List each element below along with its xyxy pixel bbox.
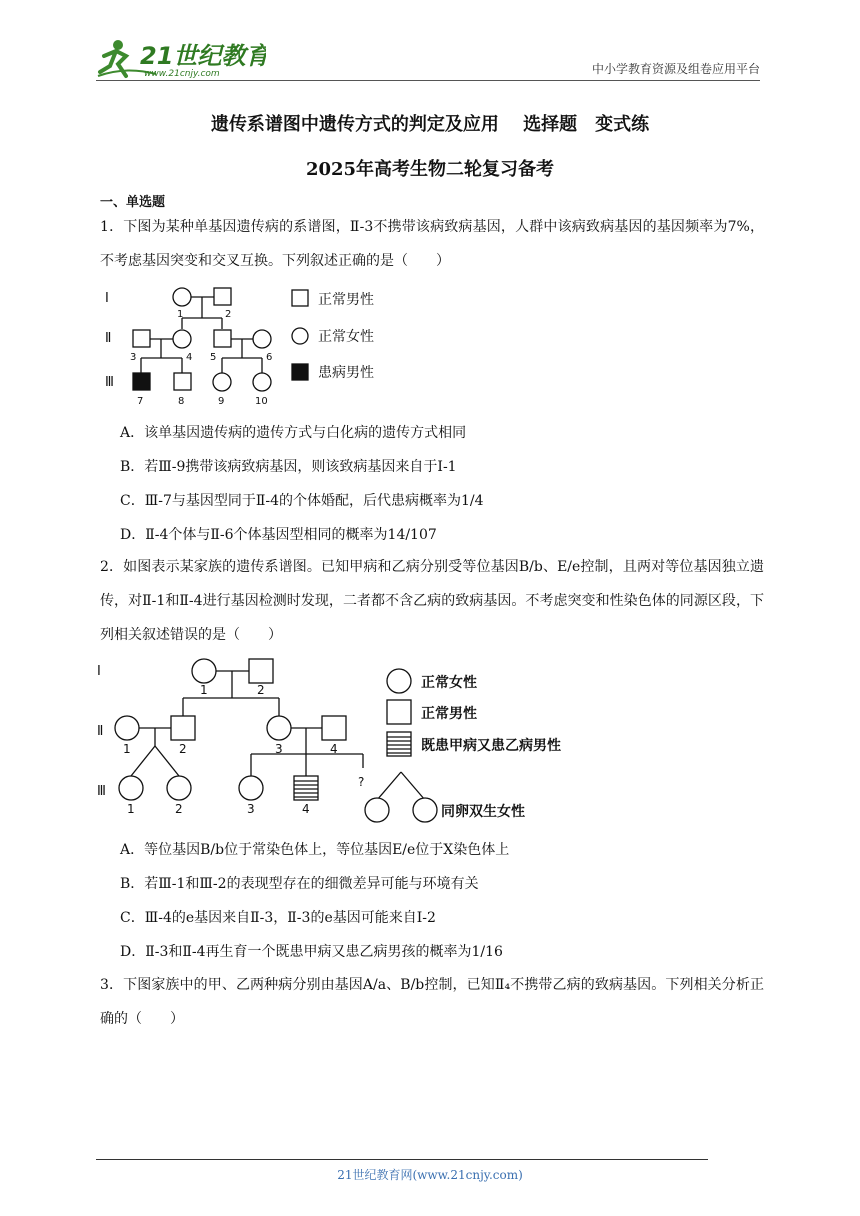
q1-option-b: B．若Ⅲ-9携带该病致病基因，则该致病基因来自于Ⅰ-1 [120,459,457,475]
svg-text:4: 4 [186,352,193,363]
individual-II-5 [214,330,231,347]
svg-text:1: 1 [123,742,131,756]
legend-affected-male: 患病男性 [318,365,374,381]
individual-II-3 [133,330,150,347]
question-1-stem: 1．下图为某种单基因遗传病的系谱图，Ⅱ-3不携带该病致病基因，人群中该病致病基因的基因频率为7%，不考虑基因突变和交叉互换。下列叙述正确的是（ ） [100,219,764,269]
individual-III-10 [253,373,271,391]
q2-option-a: A．等位基因B/b位于常染色体上，等位基因E/e位于X染色体上 [120,842,510,858]
svg-text:5: 5 [210,352,217,363]
logo-text: 21世纪教育 [140,42,266,70]
page-subtitle: 2025年高考生物二轮复习备考 [305,159,555,180]
logo-url: www.21cnjy.com [144,69,220,79]
gen-label-1: Ⅰ [105,291,109,306]
platform-name: 中小学教育资源及组卷应用平台 [591,62,760,76]
footer-link[interactable]: 21世纪教育网(www.21cnjy.com) [337,1168,523,1182]
gen-label-3: Ⅲ [105,375,114,390]
svg-text:3: 3 [275,742,283,756]
legend-normal-female: 正常女性 [318,329,374,345]
page-title: 遗传系谱图中遗传方式的判定及应用 选择题 变式练 [210,114,650,135]
svg-text:Ⅰ: Ⅰ [97,664,101,679]
svg-text:2: 2 [257,683,265,697]
individual-II-6 [253,330,271,348]
section-heading: 一、单选题 [100,195,166,210]
svg-text:1: 1 [127,802,135,816]
svg-text:6: 6 [266,352,273,363]
svg-text:Ⅱ: Ⅱ [97,724,104,739]
svg-text:4: 4 [330,742,338,756]
header-divider [96,80,760,81]
svg-text:10: 10 [255,396,268,407]
svg-text:3: 3 [247,802,255,816]
individual-III-9 [213,373,231,391]
question-3-stem: 3．下图家族中的甲、乙两种病分别由基因A/a、B/b控制，已知Ⅱ₄不携带乙病的致病基因。下列相关分析正确的（ ） [100,977,764,1027]
svg-text:3: 3 [130,352,137,363]
svg-text:9: 9 [218,396,225,407]
svg-text:2: 2 [179,742,187,756]
legend-1 [292,290,308,380]
footer-divider [96,1159,708,1160]
gen-label-2: Ⅱ [105,331,112,346]
unknown-child: ? [358,775,365,789]
svg-text:Ⅲ: Ⅲ [97,784,106,799]
svg-text:8: 8 [178,396,185,407]
pedigree-diagram-1 [100,280,400,410]
q2-option-d: D．Ⅱ-3和Ⅱ-4再生育一个既患甲病又患乙病男孩的概率为1/16 [120,944,503,960]
pedigree-diagram-2 [95,650,595,830]
site-logo[interactable] [96,36,266,80]
legend-normal-male: 正常男性 [318,292,374,308]
svg-text:正常女性: 正常女性 [421,675,477,691]
individual-I-1 [173,288,191,306]
svg-text:正常男性: 正常男性 [421,706,477,722]
individual-I-2 [214,288,231,305]
q2-option-b: B．若Ⅲ-1和Ⅲ-2的表现型存在的细微差异可能与环境有关 [120,876,479,892]
q1-option-c: C．Ⅲ-7与基因型同于Ⅱ-4的个体婚配，后代患病概率为1/4 [120,493,484,509]
svg-text:2: 2 [225,309,232,320]
q1-option-a: A．该单基因遗传病的遗传方式与白化病的遗传方式相同 [120,425,467,441]
individual-III-7 [133,373,150,390]
q1-option-d: D．Ⅱ-4个体与Ⅱ-6个体基因型相同的概率为14/107 [120,527,437,543]
svg-text:同卵双生女性: 同卵双生女性 [441,804,525,820]
q2-option-c: C．Ⅲ-4的e基因来自Ⅱ-3，Ⅱ-3的e基因可能来自Ⅰ-2 [120,910,436,926]
question-2-stem: 2．如图表示某家族的遗传系谱图。已知甲病和乙病分别受等位基因B/b、E/e控制，且两对等位基因独立遗传，对Ⅱ-1和Ⅱ-4进行基因检测时发现，二者都不含乙病的致病基因。不考虑突变和性染色体的同源区段，下列相关叙述错误的是（ ） [100,559,764,643]
svg-text:1: 1 [177,309,184,320]
individual-III-8 [174,373,191,390]
svg-text:1: 1 [200,683,208,697]
svg-text:4: 4 [302,802,310,816]
svg-text:7: 7 [137,396,144,407]
individual-II-4 [173,330,191,348]
svg-text:既患甲病又患乙病男性: 既患甲病又患乙病男性 [421,738,561,754]
svg-text:2: 2 [175,802,183,816]
